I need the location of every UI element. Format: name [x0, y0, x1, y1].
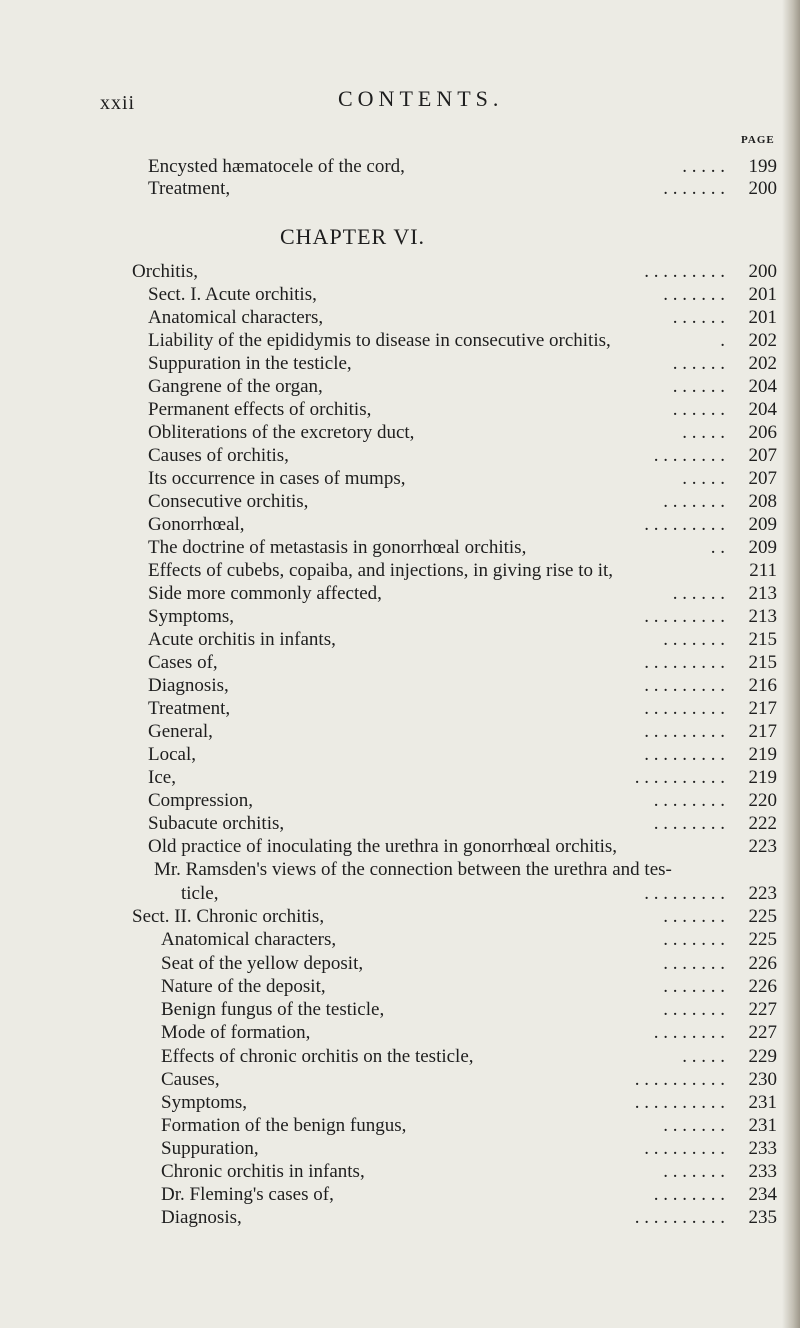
toc-entry-page-number: 216 [748, 675, 777, 696]
toc-entry-page-number: 231 [748, 1092, 777, 1113]
toc-entry-title: Seat of the yellow deposit, [161, 953, 364, 974]
toc-entry-title: Sect. II. Chronic orchitis, [132, 906, 325, 927]
toc-entry [0, 605, 800, 629]
toc-entry-leader-dots: . . . . . . [672, 353, 725, 374]
toc-entry [0, 789, 800, 813]
chapter-title: CHAPTER VI. [280, 224, 426, 249]
toc-entry [0, 905, 800, 929]
toc-entry-leader-dots: . . . . . . . [663, 284, 725, 305]
toc-entry-leader-dots: . . . . . . . . . [644, 606, 725, 627]
toc-entry-title: Cases of, [148, 652, 218, 673]
toc-entry-page-number: 219 [748, 744, 777, 765]
toc-entry-title: Gangrene of the organ, [148, 376, 323, 397]
toc-entry-leader-dots: . . . . . . . . . . [634, 1207, 725, 1228]
toc-entry [0, 998, 800, 1022]
toc-entry [0, 283, 800, 307]
toc-entry [0, 697, 800, 721]
toc-entry-title: Acute orchitis in infants, [148, 629, 336, 650]
toc-entry [0, 329, 800, 353]
toc-entry-title: Anatomical characters, [161, 929, 337, 950]
toc-entry-page-number: 215 [748, 629, 777, 650]
toc-entry-title: General, [148, 721, 213, 742]
toc-entry-page-number: 215 [748, 652, 777, 673]
toc-entry-title: Ice, [148, 767, 176, 788]
toc-entry-title: Symptoms, [148, 606, 235, 627]
toc-entry [0, 651, 800, 675]
toc-entry-leader-dots: . . . . . . . [663, 906, 725, 927]
toc-entry-leader-dots: . . [710, 537, 725, 558]
toc-entry-page-number: 211 [749, 560, 777, 581]
toc-entry-leader-dots: . . . . . . [672, 307, 725, 328]
toc-entry [0, 375, 800, 399]
toc-entry-page-number: 202 [748, 353, 777, 374]
toc-entry-page-number: 219 [748, 767, 777, 788]
toc-entry-page-number: 233 [748, 1161, 777, 1182]
toc-entry-title: Nature of the deposit, [161, 976, 326, 997]
toc-entry [0, 952, 800, 976]
toc-entry-title: Permanent effects of orchitis, [148, 399, 372, 420]
toc-entry [0, 1045, 800, 1069]
toc-entry [0, 835, 800, 859]
toc-entry-leader-dots: . . . . . . . . . [644, 698, 725, 719]
toc-entry-title: Diagnosis, [161, 1207, 242, 1228]
toc-entry [0, 766, 800, 790]
toc-entry [0, 975, 800, 999]
toc-entry-page-number: 225 [748, 906, 777, 927]
toc-entry-leader-dots: . . . . . . . [663, 999, 725, 1020]
toc-entry [0, 177, 800, 201]
toc-entry-page-number: 217 [748, 721, 777, 742]
toc-entry-leader-dots: . . . . . . . [663, 491, 725, 512]
toc-entry [0, 1091, 800, 1115]
toc-entry [0, 1021, 800, 1045]
toc-entry-leader-dots: . . . . . . . . . . [634, 1069, 725, 1090]
toc-entry-title: Effects of chronic orchitis on the testicle, [161, 1046, 474, 1067]
toc-entry-page-number: 208 [748, 491, 777, 512]
toc-entry [0, 743, 800, 767]
toc-entry-leader-dots: . . . . . . [672, 376, 725, 397]
page-folio: xxii [100, 92, 136, 114]
toc-entry [0, 1114, 800, 1138]
toc-entry-title: Suppuration in the testicle, [148, 353, 352, 374]
toc-entry-leader-dots: . . . . . . . [663, 929, 725, 950]
toc-entry-title: Dr. Fleming's cases of, [161, 1184, 334, 1205]
toc-entry [0, 559, 800, 583]
toc-entry-page-number: 231 [748, 1115, 777, 1136]
toc-entry-page-number: 222 [748, 813, 777, 834]
page-column-label: PAGE [741, 134, 775, 146]
toc-entry-leader-dots: . . . . . . . [663, 178, 725, 199]
toc-entry-page-number: 213 [748, 583, 777, 604]
toc-entry-page-number: 207 [748, 468, 777, 489]
toc-entry-title: Side more commonly affected, [148, 583, 382, 604]
toc-entry-leader-dots: . . . . . . . . . [644, 744, 725, 765]
toc-entry [0, 674, 800, 698]
toc-entry-leader-dots: . . . . . . . . . . [634, 1092, 725, 1113]
toc-entry [0, 812, 800, 836]
toc-entry-leader-dots: . . . . . . . . . [644, 261, 725, 282]
toc-entry-title: Compression, [148, 790, 254, 811]
toc-entry-page-number: 227 [748, 999, 777, 1020]
toc-entry [0, 628, 800, 652]
toc-entry-title: Liability of the epididymis to disease in consecutive orchitis, [148, 330, 611, 351]
toc-entry-page-number: 223 [748, 836, 777, 857]
toc-entry-leader-dots: . . . . . . . [663, 976, 725, 997]
toc-entry-page-number: 234 [748, 1184, 777, 1205]
toc-entry-page-number: 213 [748, 606, 777, 627]
toc-entry-title: Suppuration, [161, 1138, 259, 1159]
toc-entry-title: Effects of cubebs, copaiba, and injections, in giving rise to it, [148, 560, 614, 581]
toc-entry-leader-dots: . . . . . . . . . [644, 675, 725, 696]
toc-entry-leader-dots: . . . . . [682, 1046, 725, 1067]
toc-entry [0, 421, 800, 445]
toc-entry-page-number: 209 [748, 514, 777, 535]
toc-entry-title: Causes of orchitis, [148, 445, 289, 466]
toc-entry-leader-dots: . . . . . . . . [653, 1184, 725, 1205]
toc-entry-title: Subacute orchitis, [148, 813, 285, 834]
toc-entry-title: Sect. I. Acute orchitis, [148, 284, 317, 305]
toc-entry-page-number: 226 [748, 953, 777, 974]
toc-entry [0, 1137, 800, 1161]
toc-entry-page-number: 207 [748, 445, 777, 466]
toc-entry-leader-dots: . . . . . . [672, 399, 725, 420]
toc-entry-title: Diagnosis, [148, 675, 229, 696]
toc-entry-leader-dots: . [720, 330, 725, 351]
toc-entry [0, 1183, 800, 1207]
toc-entry [0, 467, 800, 491]
toc-entry-leader-dots: . . . . . . . . . . [634, 767, 725, 788]
toc-entry-title: Orchitis, [132, 261, 198, 282]
toc-entry-page-number: 202 [748, 330, 777, 351]
toc-entry-leader-dots: . . . . . . . . [653, 1022, 725, 1043]
toc-entry-leader-dots: . . . . . . . . . [644, 1138, 725, 1159]
toc-entry-title: Treatment, [148, 178, 231, 199]
toc-entry-page-number: 201 [748, 284, 777, 305]
toc-entry [0, 513, 800, 537]
toc-entry-page-number: 204 [748, 399, 777, 420]
toc-entry-page-number: 204 [748, 376, 777, 397]
toc-entry [0, 1206, 800, 1230]
toc-entry-leader-dots: . . . . . . . . . [644, 721, 725, 742]
toc-entry-leader-dots: . . . . . . . . . [644, 883, 725, 904]
toc-entry [0, 582, 800, 606]
toc-entry-page-number: 200 [748, 178, 777, 199]
toc-entry-page-number: 223 [748, 883, 777, 904]
toc-entry-leader-dots: . . . . . . . . . [644, 652, 725, 673]
toc-entry [0, 155, 800, 179]
toc-entry-leader-dots: . . . . . . . . [653, 790, 725, 811]
toc-entry-title: Old practice of inoculating the urethra in gonorrhœal orchitis, [148, 836, 618, 857]
toc-entry [0, 536, 800, 560]
toc-entry-page-number: 209 [748, 537, 777, 558]
toc-entry-page-number: 233 [748, 1138, 777, 1159]
toc-entry [0, 720, 800, 744]
toc-entry-title: Its occurrence in cases of mumps, [148, 468, 406, 489]
toc-entry [0, 858, 800, 882]
toc-entry-title: Encysted hæmatocele of the cord, [148, 156, 405, 177]
toc-entry-leader-dots: . . . . . [682, 156, 725, 177]
toc-entry [0, 352, 800, 376]
toc-entry-page-number: 201 [748, 307, 777, 328]
toc-entry-title: Causes, [161, 1069, 220, 1090]
toc-entry-title: Anatomical characters, [148, 307, 324, 328]
toc-entry-page-number: 235 [748, 1207, 777, 1228]
toc-entry-page-number: 225 [748, 929, 777, 950]
toc-entry-title: Formation of the benign fungus, [161, 1115, 407, 1136]
toc-entry-title: Symptoms, [161, 1092, 248, 1113]
toc-entry [0, 398, 800, 422]
toc-entry [0, 1160, 800, 1184]
toc-entry-title: Treatment, [148, 698, 231, 719]
toc-entry-title: Gonorrhœal, [148, 514, 245, 535]
toc-entry-leader-dots: . . . . . . . [663, 1115, 725, 1136]
toc-entry-leader-dots: . . . . . . [672, 583, 725, 604]
toc-entry-title: Local, [148, 744, 197, 765]
toc-entry-leader-dots: . . . . . [682, 468, 725, 489]
toc-entry-page-number: 199 [748, 156, 777, 177]
toc-entry-leader-dots: . . . . . . . . [653, 445, 725, 466]
toc-entry-leader-dots: . . . . . . . [663, 953, 725, 974]
toc-entry [0, 490, 800, 514]
toc-entry [0, 1068, 800, 1092]
toc-entry-leader-dots: . . . . . . . [663, 629, 725, 650]
toc-entry-leader-dots: . . . . . . . . . [644, 514, 725, 535]
toc-entry-title: Consecutive orchitis, [148, 491, 309, 512]
toc-entry-page-number: 206 [748, 422, 777, 443]
toc-entry-title: ticle, [181, 883, 219, 904]
toc-entry-page-number: 217 [748, 698, 777, 719]
toc-entry-title: The doctrine of metastasis in gonorrhœal orchitis, [148, 537, 527, 558]
toc-entry-title: Mr. Ramsden's views of the connection between the urethra and tes- [154, 859, 672, 880]
toc-entry-page-number: 227 [748, 1022, 777, 1043]
toc-entry [0, 306, 800, 330]
toc-entry [0, 444, 800, 468]
toc-entry-page-number: 230 [748, 1069, 777, 1090]
toc-entry-leader-dots: . . . . . . . . [653, 813, 725, 834]
toc-entry-leader-dots: . . . . . [682, 422, 725, 443]
toc-entry [0, 928, 800, 952]
toc-entry-page-number: 200 [748, 261, 777, 282]
toc-entry-title: Mode of formation, [161, 1022, 311, 1043]
toc-entry-page-number: 226 [748, 976, 777, 997]
running-head: CONTENTS. [338, 86, 504, 111]
toc-entry [0, 260, 800, 284]
toc-entry-leader-dots: . . . . . . . [663, 1161, 725, 1182]
toc-entry-title: Obliterations of the excretory duct, [148, 422, 415, 443]
toc-entry-title: Benign fungus of the testicle, [161, 999, 385, 1020]
toc-entry [0, 882, 800, 906]
toc-entry-page-number: 220 [748, 790, 777, 811]
toc-entry-page-number: 229 [748, 1046, 777, 1067]
toc-entry-title: Chronic orchitis in infants, [161, 1161, 365, 1182]
